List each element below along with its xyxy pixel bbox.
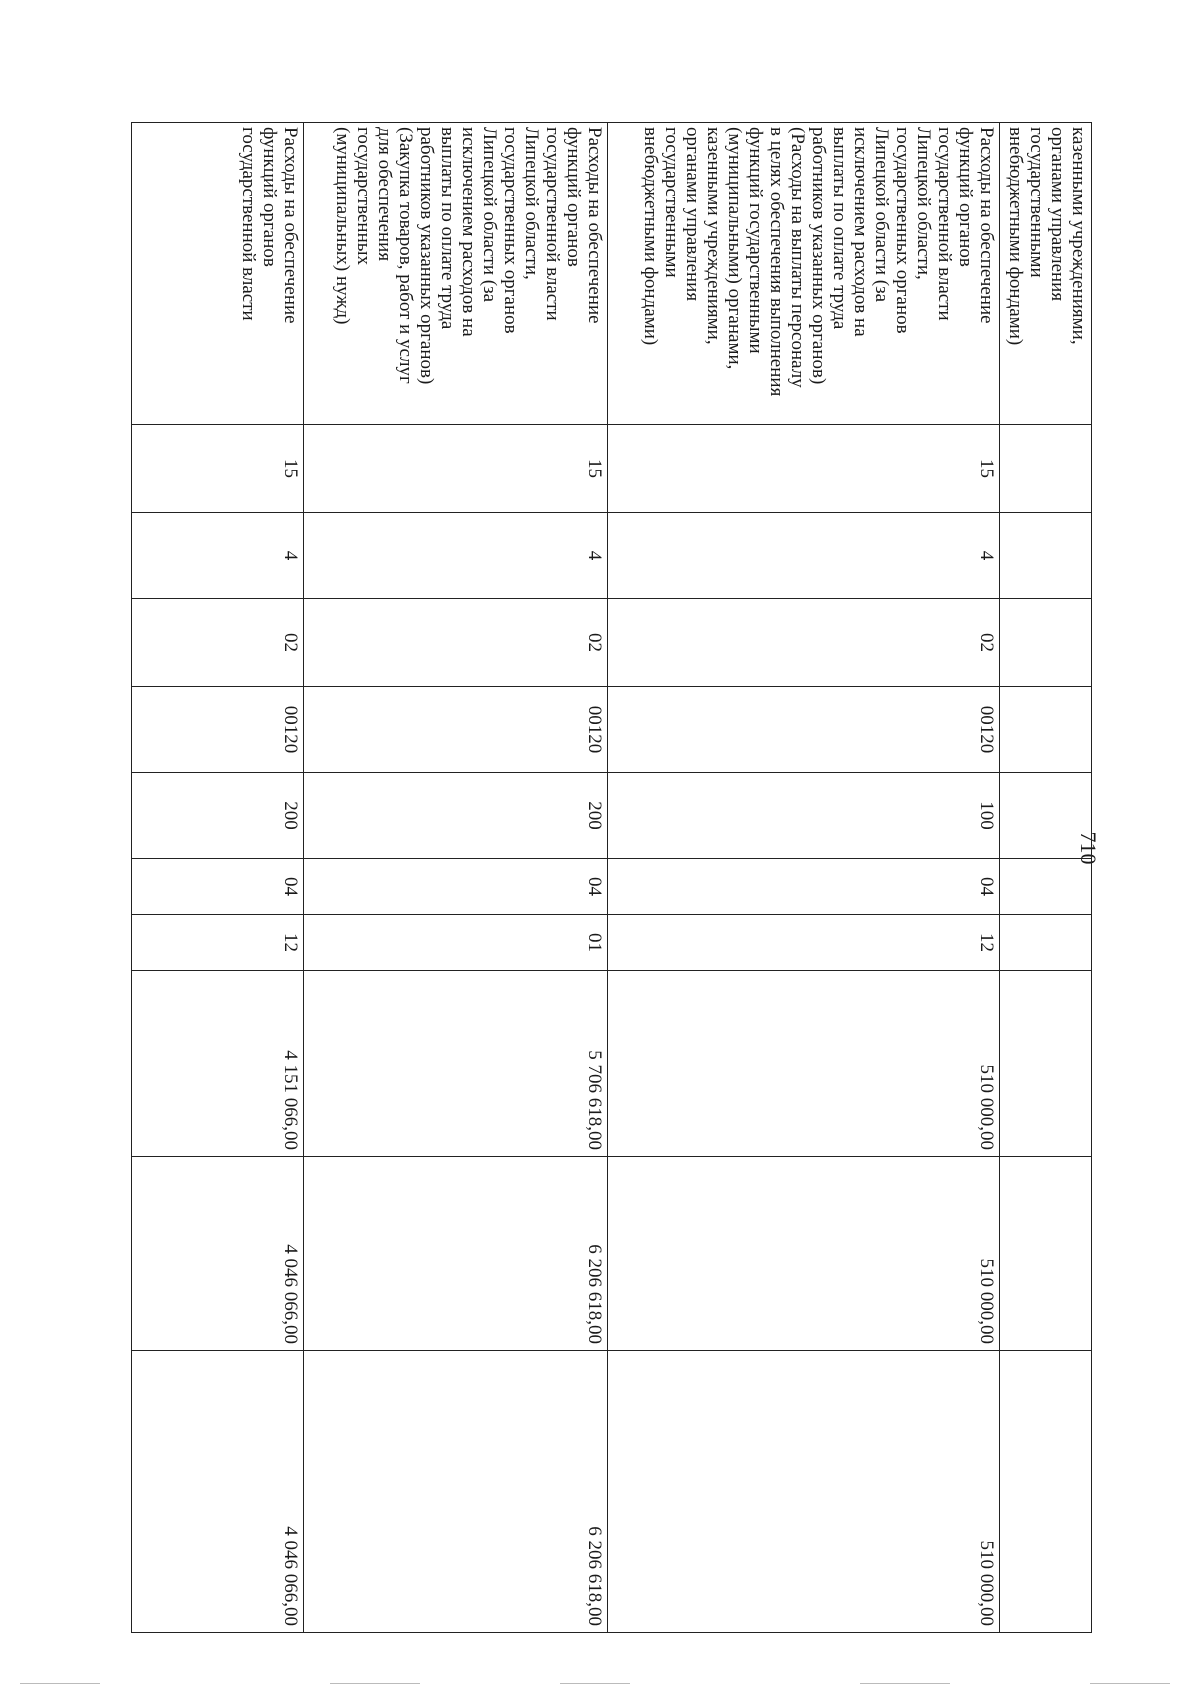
cell-admin-code: 15 — [132, 425, 304, 513]
row-description: Расходы на обеспечение функций органов государственной власти Липецкой области, государственных органов Липецкой области (за исключением расходов на выплаты по оплате труда работников указанных органов) (Расходы на выплаты персоналу в целях обеспечения выполнения функций государственными (муниципальными) органами, казенными учреждениями, органами управления государственными внебюджетными фондами) — [608, 123, 1000, 425]
table-row — [304, 123, 608, 1633]
scan-artifact-line — [560, 1683, 630, 1684]
cell-expense-type: 200 — [304, 773, 608, 859]
cell-expense-type — [1000, 773, 1092, 859]
cell-direction-code — [1000, 687, 1092, 773]
cell-amount-year-1: 510 000,00 — [608, 971, 1000, 1157]
cell-amount-year-2 — [1000, 1157, 1092, 1351]
cell-amount-year-1 — [1000, 971, 1092, 1157]
page-number: 710 — [1076, 831, 1101, 865]
cell-program-code: 4 — [608, 513, 1000, 599]
cell-subsection: 12 — [608, 915, 1000, 971]
cell-amount-year-1: 5 706 618,00 — [304, 971, 608, 1157]
scan-artifact-line — [1090, 1683, 1170, 1684]
cell-amount-year-2: 4 046 066,00 — [132, 1157, 304, 1351]
cell-admin-code: 15 — [304, 425, 608, 513]
cell-subsection: 12 — [132, 915, 304, 971]
cell-admin-code: 15 — [608, 425, 1000, 513]
scan-artifact-line — [20, 1683, 100, 1684]
table-row — [608, 123, 1000, 1633]
scan-artifact-line — [330, 1683, 420, 1684]
row-description: Расходы на обеспечение функций органов государственной власти — [132, 123, 304, 425]
cell-program-code — [1000, 513, 1092, 599]
cell-amount-year-1: 4 151 066,00 — [132, 971, 304, 1157]
cell-subprogram-code — [1000, 599, 1092, 687]
cell-expense-type: 200 — [132, 773, 304, 859]
cell-subprogram-code: 02 — [304, 599, 608, 687]
cell-amount-year-3: 4 046 066,00 — [132, 1351, 304, 1633]
cell-subsection: 01 — [304, 915, 608, 971]
cell-admin-code — [1000, 425, 1092, 513]
cell-amount-year-3 — [1000, 1351, 1092, 1633]
cell-program-code: 4 — [132, 513, 304, 599]
cell-program-code: 4 — [304, 513, 608, 599]
cell-subsection — [1000, 915, 1092, 971]
cell-expense-type: 100 — [608, 773, 1000, 859]
cell-amount-year-3: 510 000,00 — [608, 1351, 1000, 1633]
row-description: Расходы на обеспечение функций органов государственной власти Липецкой области, государственных органов Липецкой области (за исключением расходов на выплаты по оплате труда работников указанных органов) (Закупка товаров, работ и услуг для обеспечения государственных (муниципальных) нужд) — [304, 123, 608, 425]
cell-direction-code: 00120 — [132, 687, 304, 773]
cell-amount-year-3: 6 206 618,00 — [304, 1351, 608, 1633]
cell-subprogram-code: 02 — [608, 599, 1000, 687]
cell-section: 04 — [608, 859, 1000, 915]
table-row — [132, 123, 304, 1633]
cell-section: 04 — [304, 859, 608, 915]
cell-amount-year-2: 6 206 618,00 — [304, 1157, 608, 1351]
cell-amount-year-2: 510 000,00 — [608, 1157, 1000, 1351]
budget-table — [131, 122, 1092, 1633]
cell-direction-code: 00120 — [608, 687, 1000, 773]
row-description: казенными учреждениями, органами управления государственными внебюджетными фондами) — [1000, 123, 1092, 425]
cell-direction-code: 00120 — [304, 687, 608, 773]
cell-section: 04 — [132, 859, 304, 915]
table-row — [1000, 123, 1092, 1633]
scan-artifact-line — [860, 1683, 950, 1684]
budget-table-container — [132, 122, 1092, 1632]
cell-subprogram-code: 02 — [132, 599, 304, 687]
cell-section — [1000, 859, 1092, 915]
